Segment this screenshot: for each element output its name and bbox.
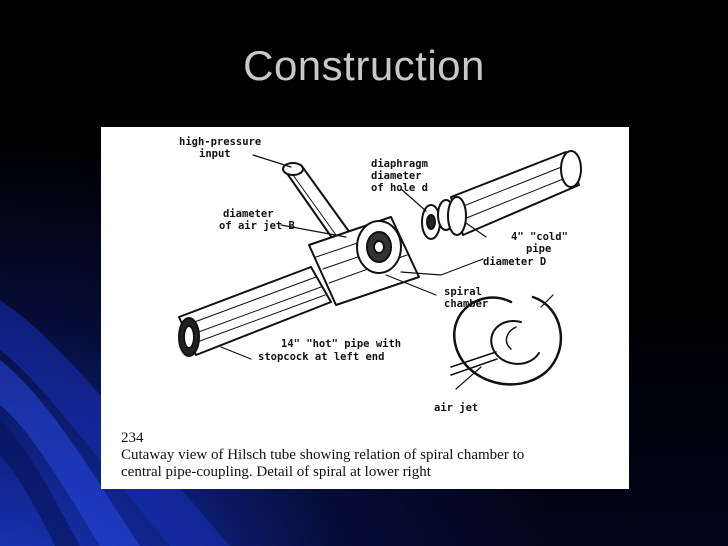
label-diaphragm-1: diaphragm: [371, 158, 428, 170]
label-spiral-1: spiral: [444, 286, 482, 298]
label-high-pressure-1: high-pressure: [179, 136, 262, 148]
label-high-pressure-2: input: [199, 148, 231, 160]
hilsch-tube-figure: [101, 127, 629, 489]
figure-caption: [121, 430, 626, 481]
label-air-jet-detail: air jet: [434, 402, 479, 414]
label-hot-2: stopcock at left end: [258, 351, 385, 363]
label-hot-1: 14" "hot" pipe with: [281, 338, 402, 350]
label-spiral-2: chamber: [444, 298, 489, 310]
caption-number: 234: [121, 430, 144, 446]
label-diaphragm-3: of hole d: [371, 182, 428, 194]
cold-pipe: [451, 152, 579, 235]
label-air-jet-2: of air jet B: [219, 220, 295, 232]
label-cold-2: pipe: [526, 243, 552, 255]
caption-line-2: central pipe-coupling. Detail of spiral at lower right: [121, 464, 431, 480]
label-diaphragm-2: diameter: [371, 170, 422, 182]
label-cold-3: diameter D: [483, 256, 547, 268]
slide-title: Construction: [243, 42, 485, 89]
label-air-jet-1: diameter: [223, 208, 274, 220]
caption-line-1: Cutaway view of Hilsch tube showing relation of spiral chamber to: [121, 447, 525, 463]
label-cold-1: 4" "cold": [511, 231, 568, 243]
